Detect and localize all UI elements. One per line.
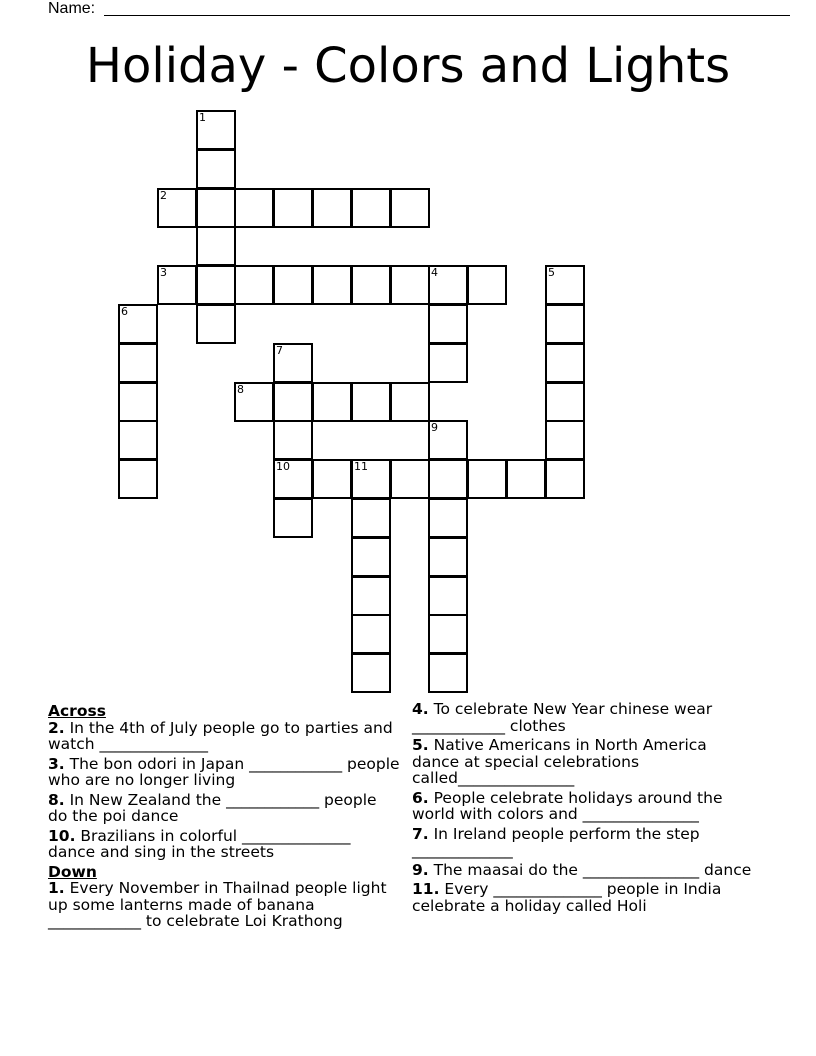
grid-cell[interactable]: [428, 614, 468, 654]
clue-number: 10: [276, 460, 290, 473]
clue-item-number: 8.: [48, 790, 65, 809]
clue-item-text: Native Americans in North America dance at special celebrations called_______________: [412, 736, 707, 787]
grid-cell[interactable]: [351, 382, 391, 422]
grid-cell[interactable]: [428, 304, 468, 344]
grid-cell[interactable]: [351, 653, 391, 693]
clue-item-number: 7.: [412, 824, 429, 843]
grid-cell[interactable]: [118, 382, 158, 422]
grid-cell[interactable]: [545, 382, 585, 422]
grid-cell[interactable]: [390, 188, 430, 228]
grid-cell[interactable]: [428, 265, 468, 305]
grid-cell[interactable]: [273, 420, 313, 460]
grid-cell[interactable]: [351, 614, 391, 654]
clue-item-number: 10.: [48, 826, 76, 845]
clue-number: 2: [160, 189, 167, 202]
grid-cell[interactable]: [234, 188, 274, 228]
grid-cell[interactable]: [428, 420, 468, 460]
across-clue-list: [48, 720, 400, 861]
grid-cell[interactable]: [428, 537, 468, 577]
clue-number: 3: [160, 266, 167, 279]
grid-cell[interactable]: [312, 188, 352, 228]
grid-cell[interactable]: [273, 188, 313, 228]
clue-item-number: 9.: [412, 860, 429, 879]
clue-item: [412, 790, 752, 823]
grid-cell[interactable]: [428, 653, 468, 693]
clue-item-text: The bon odori in Japan ____________ people who are no longer living: [48, 754, 400, 789]
clue-item-number: 5.: [412, 736, 429, 754]
grid-cell[interactable]: [312, 459, 352, 499]
clue-item: [412, 737, 752, 787]
grid-cell[interactable]: [196, 265, 236, 305]
grid-cell[interactable]: [428, 576, 468, 616]
grid-cell[interactable]: [234, 265, 274, 305]
clue-item: [412, 881, 752, 914]
clue-item-text: In Ireland people perform the step _____________: [412, 824, 700, 859]
clue-item: [412, 826, 752, 859]
grid-cell[interactable]: [428, 343, 468, 383]
clue-number: 4: [431, 266, 438, 279]
clue-item-number: 3.: [48, 754, 65, 773]
clue-item-number: 4.: [412, 700, 429, 718]
grid-cell[interactable]: [545, 420, 585, 460]
clue-item-text: The maasai do the _______________ dance: [428, 860, 752, 879]
grid-cell[interactable]: [157, 265, 197, 305]
clue-item: [412, 862, 752, 879]
clues-right-column: [412, 701, 752, 917]
grid-cell[interactable]: [351, 265, 391, 305]
clue-item-text: In the 4th of July people go to parties and watch ______________: [48, 718, 393, 753]
grid-cell[interactable]: [273, 459, 313, 499]
clue-item-text: Every ______________ people in India celebrate a holiday called Holi: [412, 880, 722, 915]
grid-cell[interactable]: [351, 498, 391, 538]
clue-number: 1: [199, 111, 206, 124]
grid-cell[interactable]: [428, 459, 468, 499]
grid-cell[interactable]: [351, 576, 391, 616]
down-heading: Down: [48, 862, 97, 881]
clue-item: [48, 756, 400, 789]
grid-cell[interactable]: [196, 188, 236, 228]
grid-cell[interactable]: [467, 265, 507, 305]
grid-cell[interactable]: [118, 420, 158, 460]
page-title: Holiday - Colors and Lights: [85, 38, 731, 94]
grid-cell[interactable]: [545, 343, 585, 383]
clue-number: 11: [354, 460, 368, 473]
grid-cell[interactable]: [390, 459, 430, 499]
grid-cell[interactable]: [118, 343, 158, 383]
grid-cell[interactable]: [545, 304, 585, 344]
grid-cell[interactable]: [351, 537, 391, 577]
clues-left-column: [48, 701, 400, 933]
clue-item: [48, 720, 400, 753]
grid-cell[interactable]: [428, 498, 468, 538]
clue-number: 9: [431, 421, 438, 434]
grid-cell[interactable]: [118, 304, 158, 344]
across-heading: Across: [48, 702, 106, 720]
clue-number: 7: [276, 344, 283, 357]
grid-cell[interactable]: [390, 382, 430, 422]
clue-item-number: 2.: [48, 718, 65, 737]
clue-item: [48, 792, 400, 825]
clue-item-number: 1.: [48, 879, 65, 897]
grid-cell[interactable]: [312, 265, 352, 305]
grid-cell[interactable]: [312, 382, 352, 422]
clue-number: 8: [237, 383, 244, 396]
clue-item-text: Every November in Thailnad people light up some lanterns made of banana ____________ to celebrate Loi Krathong: [48, 879, 387, 930]
name-label: Name:: [48, 0, 96, 17]
grid-cell[interactable]: [273, 382, 313, 422]
clue-item-number: 11.: [412, 880, 440, 898]
clue-item: [48, 828, 400, 861]
grid-cell[interactable]: [351, 188, 391, 228]
grid-cell[interactable]: [351, 459, 391, 499]
grid-cell[interactable]: [545, 265, 585, 305]
grid-cell[interactable]: [196, 304, 236, 344]
down-clue-list: [48, 880, 400, 930]
grid-cell[interactable]: [545, 459, 585, 499]
down-clue-list-continued: [412, 701, 752, 914]
clue-item: [48, 880, 400, 930]
grid-cell[interactable]: [273, 265, 313, 305]
clue-item-text: In New Zealand the ____________ people do the poi dance: [48, 790, 377, 825]
grid-cell[interactable]: [390, 265, 430, 305]
clue-item-text: Brazilians in colorful ______________ dance and sing in the streets: [48, 826, 351, 861]
clue-item-text: People celebrate holidays around the world with colors and _______________: [412, 788, 723, 823]
grid-cell[interactable]: [273, 498, 313, 538]
grid-cell[interactable]: [118, 459, 158, 499]
clue-item-text: To celebrate New Year chinese wear ____________ clothes: [412, 700, 713, 735]
clue-item: [412, 701, 752, 734]
clue-item-number: 6.: [412, 788, 429, 807]
grid-cell[interactable]: [467, 459, 507, 499]
grid-cell[interactable]: [157, 188, 197, 228]
grid-cell[interactable]: [234, 382, 274, 422]
grid-cell[interactable]: [196, 110, 236, 150]
grid-cell[interactable]: [273, 343, 313, 383]
grid-cell[interactable]: [196, 149, 236, 189]
clue-number: 5: [548, 266, 555, 279]
grid-cell[interactable]: [196, 226, 236, 266]
clue-number: 6: [121, 305, 128, 318]
grid-cell[interactable]: [506, 459, 546, 499]
